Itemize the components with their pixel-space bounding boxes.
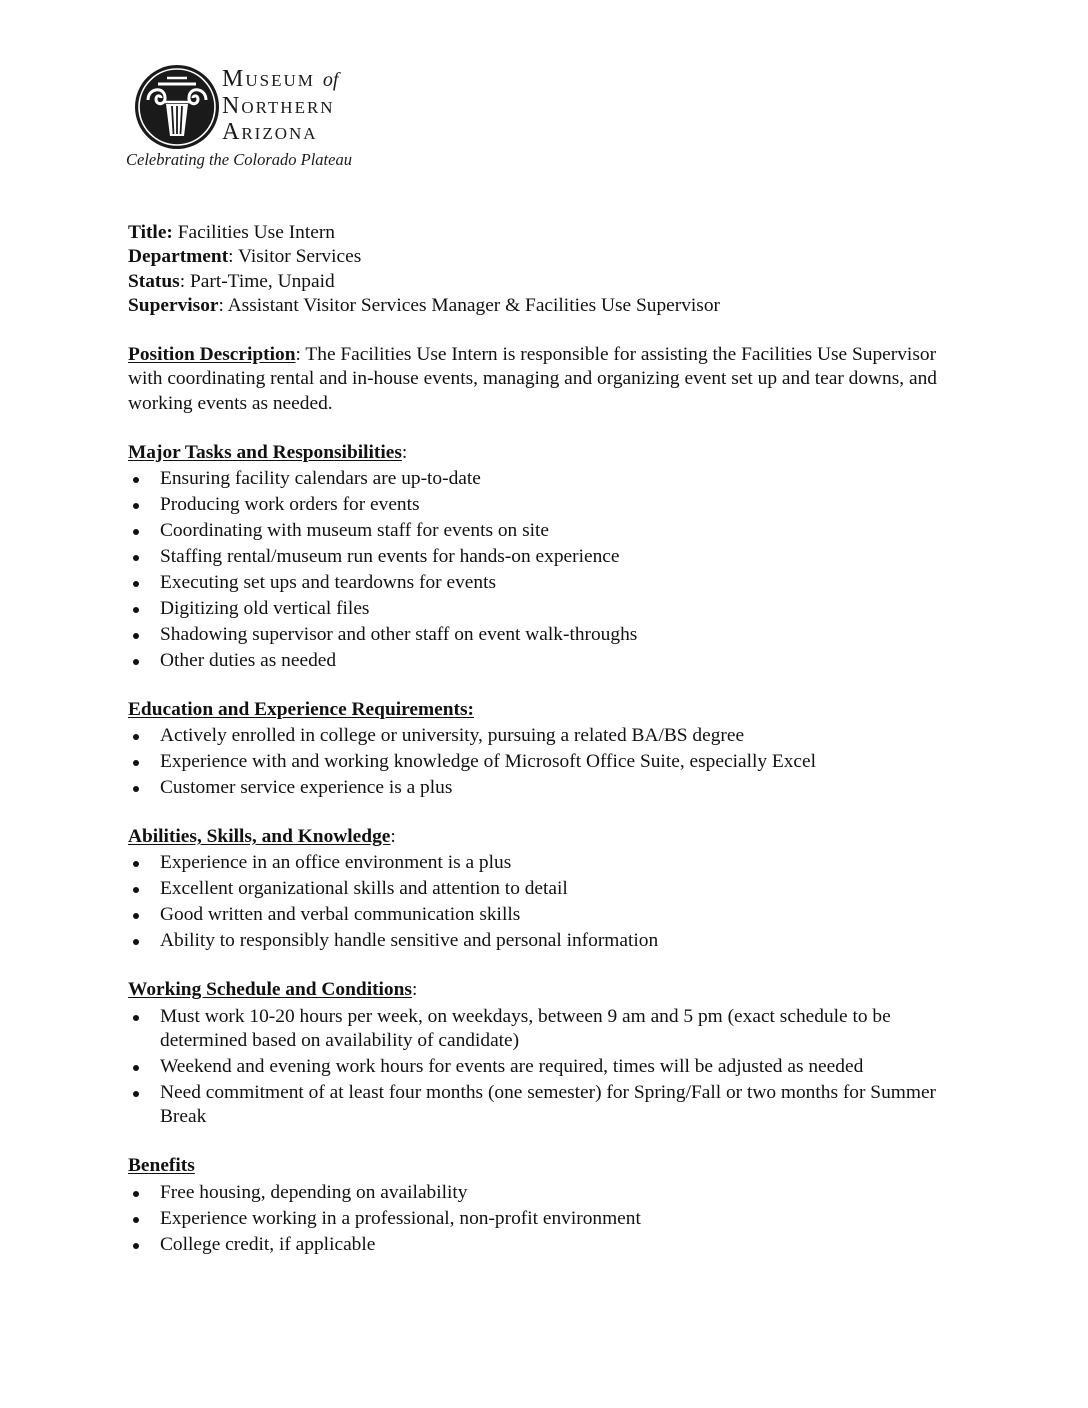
logo-line-northern: Northern: [222, 93, 335, 119]
section-heading: Benefits: [128, 1155, 195, 1177]
list-item: Coordinating with museum staff for events on site: [128, 519, 958, 543]
section-benefits: [128, 1154, 958, 1257]
list-item: Producing work orders for events: [128, 493, 958, 517]
list-item: Must work 10-20 hours per week, on weekdays, between 9 am and 5 pm (exact schedule to be determined based on availability of candidate): [128, 1005, 958, 1054]
list-item: Weekend and evening work hours for events are required, times will be adjusted as needed: [128, 1055, 958, 1079]
section-education: [128, 698, 958, 801]
job-title-line: Title: Facilities Use Intern: [128, 222, 335, 243]
list-item: Ability to responsibly handle sensitive and personal information: [128, 929, 958, 953]
position-description: [128, 343, 958, 416]
position-description-heading: Position Description: [128, 344, 296, 366]
supervisor-line: Supervisor: Assistant Visitor Services Manager & Facilities Use Supervisor: [128, 295, 720, 317]
museum-logo: [126, 64, 366, 174]
list-item: Excellent organizational skills and attention to detail: [128, 877, 958, 901]
list-item: Ensuring facility calendars are up-to-date: [128, 467, 958, 491]
list-item: Experience working in a professional, non-profit environment: [128, 1207, 958, 1231]
list-item: Need commitment of at least four months (one semester) for Spring/Fall or two months for Summer Break: [128, 1081, 958, 1130]
section-heading: Working Schedule and Conditions: [128, 979, 412, 1001]
list-item: Executing set ups and teardowns for events: [128, 571, 958, 595]
section-heading: Major Tasks and Responsibilities: [128, 441, 402, 463]
list-item: Experience with and working knowledge of Microsoft Office Suite, especially Excel: [128, 750, 958, 774]
logo-wordmark: [222, 66, 338, 145]
section-major-tasks: Major Tasks and Responsibilities: Ensuring facility calendars are up-to-date Producing work orders for events Coordinating with museum staff for events on site Staffing rental/museum run events for hands-on experience Executing set ups and teardowns for events Digitizing old vertical files Shadowing supervisor and other staff on event walk-throughs Other duties as needed: [128, 441, 958, 674]
list-item: Good written and verbal communication skills: [128, 903, 958, 927]
section-heading: Abilities, Skills, and Knowledge: [128, 826, 391, 848]
list-item: Digitizing old vertical files: [128, 597, 958, 621]
logo-line-arizona: Arizona: [222, 119, 318, 145]
museum-emblem-icon: [134, 64, 220, 150]
section-abilities: Abilities, Skills, and Knowledge: Experience in an office environment is a plus Excellent organizational skills and attention to detail Good written and verbal communication skills Ability to responsibly handle sensitive and personal information: [128, 825, 958, 954]
list-item: Shadowing supervisor and other staff on event walk-throughs: [128, 623, 958, 647]
status-line: Status: Part-Time, Unpaid: [128, 270, 335, 292]
section-schedule: Working Schedule and Conditions: Must work 10-20 hours per week, on weekdays, between 9 am and 5 pm (exact schedule to be determined based on availability of candidate) Weekend and evening work hours for events are required, times will be adjusted as needed Need commitment of at least four months (one semester) for Spring/Fall or two months for Summer Break: [128, 978, 958, 1130]
list-item: Staffing rental/museum run events for hands-on experience: [128, 545, 958, 569]
logo-tagline: Celebrating the Colorado Plateau: [126, 150, 352, 169]
section-heading: Education and Experience Requirements:: [128, 698, 474, 720]
list-item: Experience in an office environment is a plus: [128, 851, 958, 875]
list-item: College credit, if applicable: [128, 1233, 958, 1257]
list-item: Customer service experience is a plus: [128, 776, 958, 800]
list-item: Free housing, depending on availability: [128, 1181, 958, 1205]
logo-line-museum: Museum of: [222, 66, 339, 92]
list-item: Actively enrolled in college or university, pursuing a related BA/BS degree: [128, 724, 958, 748]
job-description: [128, 221, 958, 1259]
list-item: Other duties as needed: [128, 649, 958, 673]
department-line: Department: Visitor Services: [128, 246, 362, 268]
position-description-text: : The Facilities Use Intern is responsible for assisting the Facilities Use Supervisor with coordinating rental and in-house events, managing and organizing event set up and tear downs, and working events as needed.: [128, 344, 937, 414]
